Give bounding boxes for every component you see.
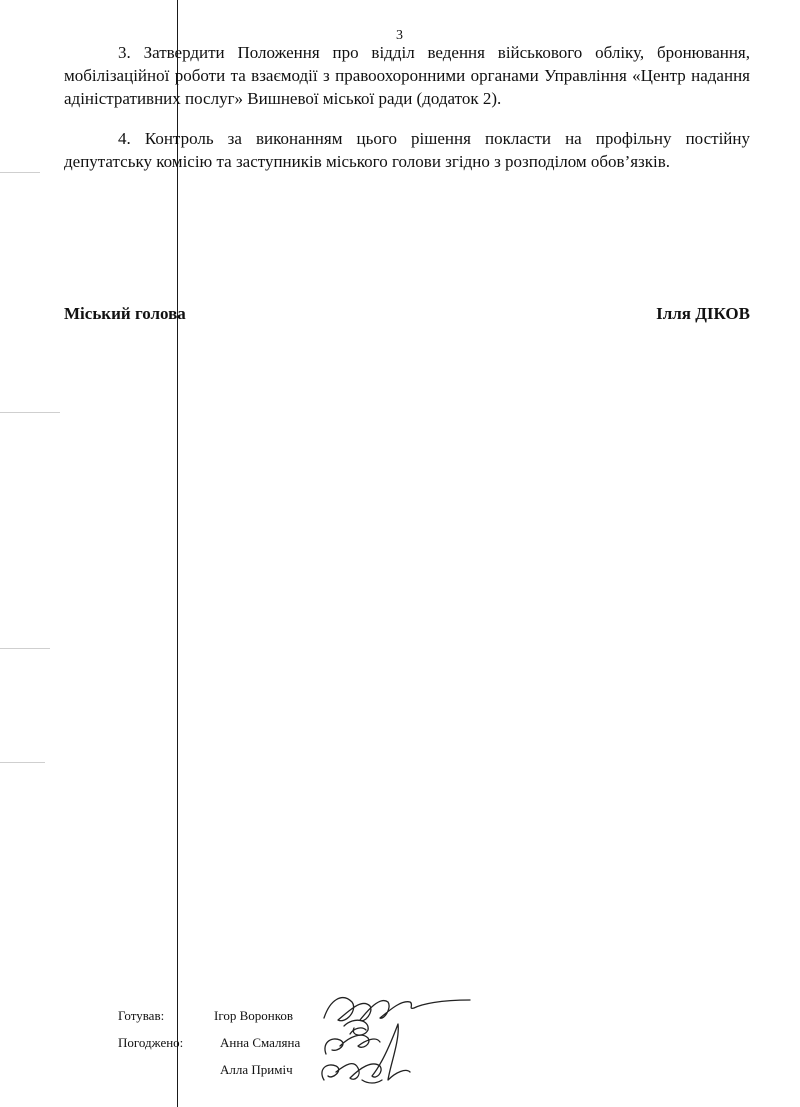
scan-margin-mark — [0, 648, 50, 649]
agreed-by-name: Анна Смаляна — [220, 1035, 301, 1050]
signature-block — [64, 304, 750, 324]
paragraph-4: 4. Контроль за виконанням цього рішення покласти на профільну постійну депутатську комісію та заступників міського голови згідно з розподілом обов’язків. — [64, 129, 750, 171]
signatory-name: Ілля ДІКОВ — [656, 304, 750, 323]
scan-margin-mark — [0, 412, 60, 413]
handwritten-signatures — [310, 980, 480, 1100]
scan-margin-mark — [0, 762, 45, 763]
paragraph-3: 3. Затвердити Положення про відділ ведення військового обліку, бронювання, мобілізаційної роботи та взаємодії з правоохоронними органами Управління «Центр надання адіністративних послуг» Вишневої міської ради (додаток 2). — [64, 43, 750, 108]
page-number: 3 — [396, 28, 403, 43]
prepared-label: Готував: — [118, 1008, 165, 1023]
scan-margin-mark — [0, 172, 40, 173]
prepared-by-name: Ігор Воронков — [214, 1008, 294, 1023]
agreed-label: Погоджено: — [118, 1035, 184, 1050]
signatory-title: Міський голова — [64, 304, 186, 323]
agreed-by-name: Алла Приміч — [220, 1062, 293, 1077]
